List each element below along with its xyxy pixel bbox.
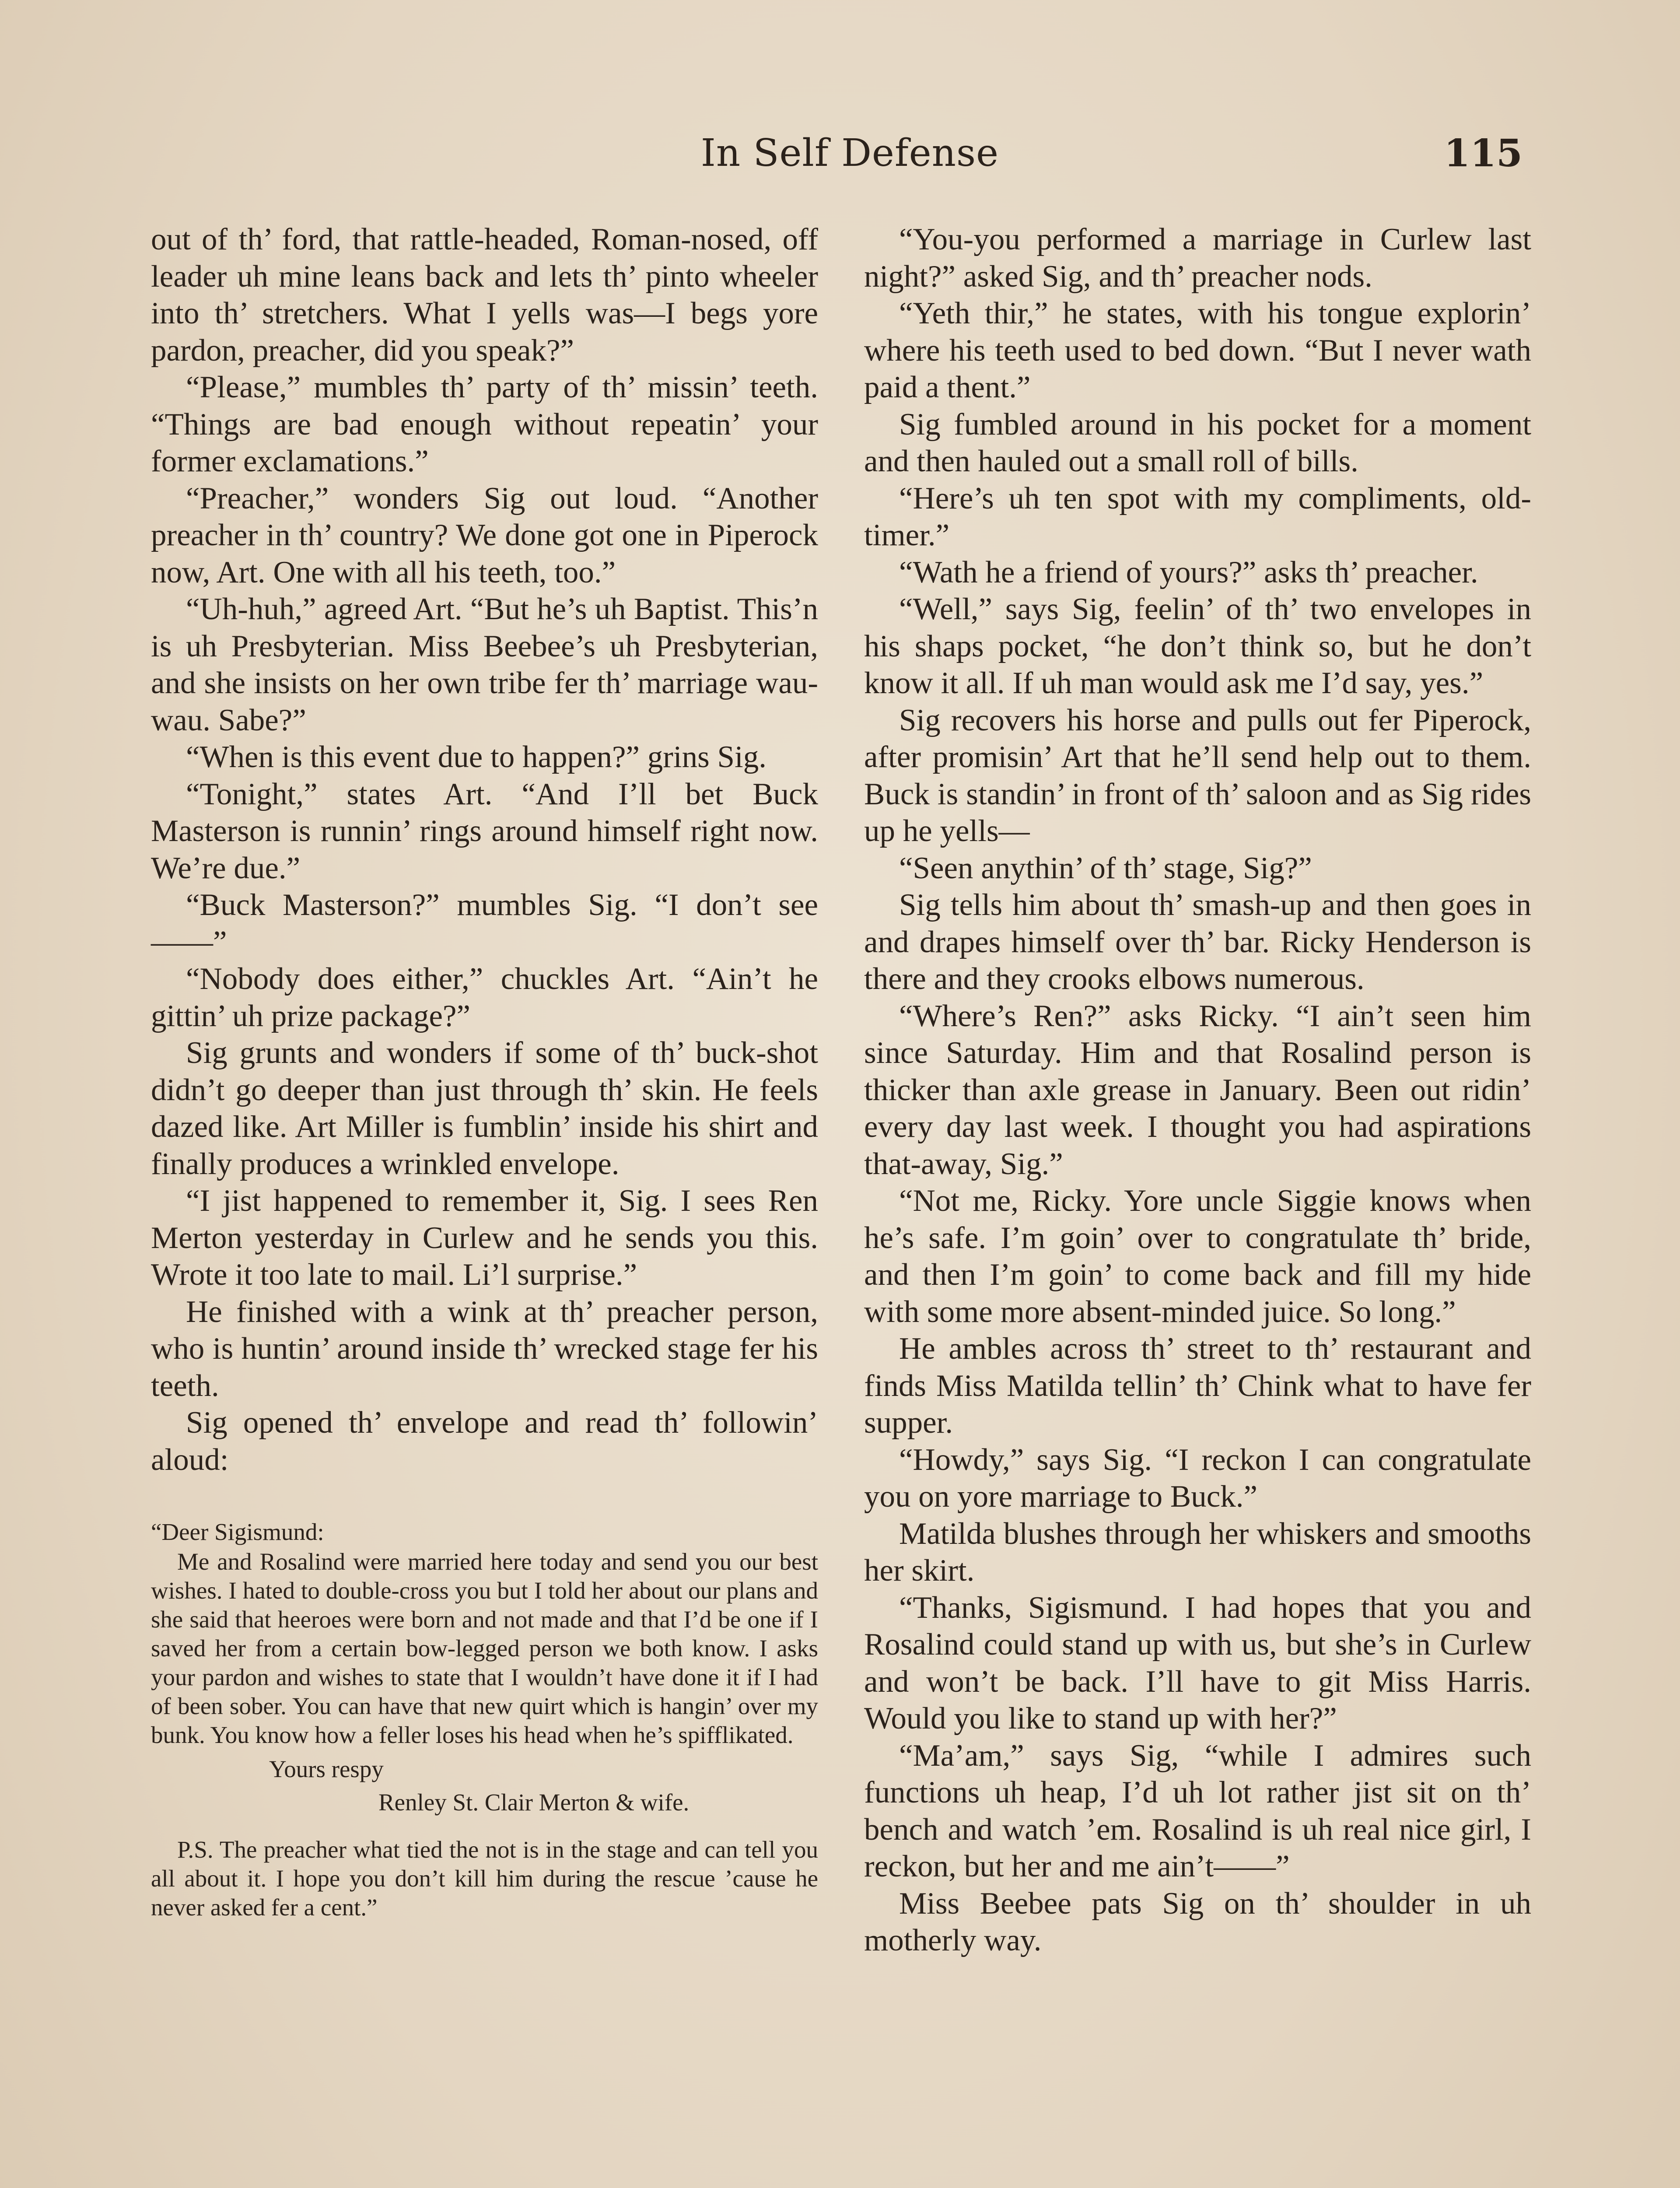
paragraph: “Well,” says Sig, feelin’ of th’ two envelopes in his shaps pocket, “he don’t think so, but he don’t know it all. If uh man would ask me I’d say, yes.”: [864, 592, 1531, 700]
paragraph: “Ma’am,” says Sig, “while I admires such functions uh heap, I’d uh lot rather jist sit on th’ bench and watch ’em. Rosalind is uh real nice girl, I reckon, but her and me ain’t——”: [864, 1738, 1531, 1883]
page-header: [151, 131, 1549, 193]
letter-body: Me and Rosalind were married here today and send you our best wishes. I hated to double-cross you but I told her about our plans and she said that heeroes were born and not made and that I’d be one if I saved her from a certain bow-legged person we both know. I asks your pardon and wishes to state that I wouldn’t have done it if I had of been sober. You can have that new quirt which is hangin’ over my bunk. You know how a feller loses his head when he’s spifflikated.: [151, 1548, 818, 1748]
paragraph: He ambles across th’ street to th’ restaurant and finds Miss Matilda tellin’ th’ Chink what to have fer supper.: [864, 1332, 1531, 1440]
paragraph: “Here’s uh ten spot with my compliments, old-timer.”: [864, 481, 1531, 552]
paragraph: “Thanks, Sigismund. I had hopes that you and Rosalind could stand up with us, but she’s in Curlew and won’t be back. I’ll have to git Miss Harris. Would you like to stand up with her?”: [864, 1590, 1531, 1736]
paragraph: Sig grunts and wonders if some of th’ buck-shot didn’t go deeper than just through th’ skin. He feels dazed like. Art Miller is fumblin’ inside his shirt and finally produces a wrinkled envelope.: [151, 1036, 818, 1181]
paragraph: Sig opened th’ envelope and read th’ followin’ aloud:: [151, 1406, 818, 1477]
paragraph: Sig tells him about th’ smash-up and then goes in and drapes himself over th’ bar. Ricky Henderson is there and they crooks elbows numerous.: [864, 888, 1531, 996]
paragraph: “When is this event due to happen?” grins Sig.: [186, 740, 766, 774]
running-title: In Self Defense: [700, 131, 999, 175]
right-column: [864, 221, 1531, 1959]
paragraph: “Tonight,” states Art. “And I’ll bet Buck Masterson is runnin’ rings around himself right now. We’re due.”: [151, 777, 818, 885]
paragraph: out of th’ ford, that rattle-headed, Roman-nosed, off leader uh mine leans back and lets th’ pinto wheeler into th’ stretchers. What I yells was—I begs yore pardon, preacher, did you speak?”: [151, 222, 818, 368]
letter-postscript: P.S. The preacher what tied the not is in the stage and can tell you all about it. I hope you don’t kill him during the rescue ’cause he never asked fer a cent.”: [151, 1836, 818, 1921]
paragraph: “You-you performed a marriage in Curlew last night?” asked Sig, and th’ preacher nods.: [864, 222, 1531, 294]
paragraph: He finished with a wink at th’ preacher person, who is huntin’ around inside th’ wrecked stage fer his teeth.: [151, 1294, 818, 1403]
paragraph: “Wath he a friend of yours?” asks th’ preacher.: [899, 555, 1478, 589]
letter-block: [151, 1518, 818, 1922]
paragraph: Matilda blushes through her whiskers and smooths her skirt.: [864, 1516, 1531, 1588]
letter-signature: Renley St. Clair Merton & wife.: [378, 1789, 690, 1816]
paragraph: “Howdy,” says Sig. “I reckon I can congratulate you on yore marriage to Buck.”: [864, 1442, 1531, 1514]
paragraph: “Yeth thir,” he states, with his tongue explorin’ where his teeth used to bed down. “But I never wath paid a thent.”: [864, 296, 1531, 404]
paragraph: “Seen anythin’ of th’ stage, Sig?”: [899, 851, 1312, 885]
paragraph: Sig fumbled around in his pocket for a moment and then hauled out a small roll of bills.: [864, 407, 1531, 478]
paragraph: “Nobody does either,” chuckles Art. “Ain’t he gittin’ uh prize package?”: [151, 962, 818, 1033]
page-number: 115: [1444, 131, 1522, 175]
paragraph: “Please,” mumbles th’ party of th’ missin’ teeth. “Things are bad enough without repeatin’ your former exclamations.”: [151, 370, 818, 478]
paragraph: “Where’s Ren?” asks Ricky. “I ain’t seen him since Saturday. Him and that Rosalind person is thicker than axle grease in January. Been out ridin’ every day last week. I thought you had aspirations that-away, Sig.”: [864, 999, 1531, 1181]
letter-salutation: “Deer Sigismund:: [151, 1518, 324, 1545]
paragraph: “I jist happened to remember it, Sig. I sees Ren Merton yesterday in Curlew and he sends you this. Wrote it too late to mail. Li’l surprise.”: [151, 1184, 818, 1292]
paragraph: Miss Beebee pats Sig on th’ shoulder in uh motherly way.: [864, 1886, 1531, 1957]
left-column: [151, 221, 818, 1922]
paragraph: “Uh-huh,” agreed Art. “But he’s uh Baptist. This’n is uh Presbyterian. Miss Beebee’s uh Presbyterian, and she insists on her own tribe fer th’ marriage wau-wau. Sabe?”: [151, 592, 818, 737]
paragraph: “Not me, Ricky. Yore uncle Siggie knows when he’s safe. I’m goin’ over to congratulate th’ bride, and then I’m goin’ to come back and fill my hide with some more absent-minded juice. So long.”: [864, 1184, 1531, 1329]
letter-closing: Yours respy: [269, 1756, 384, 1782]
paragraph: “Buck Masterson?” mumbles Sig. “I don’t see——”: [151, 888, 818, 959]
paragraph: “Preacher,” wonders Sig out loud. “Another preacher in th’ country? We done got one in Piperock now, Art. One with all his teeth, too.”: [151, 481, 818, 589]
paragraph: Sig recovers his horse and pulls out fer Piperock, after promisin’ Art that he’ll send help out to them. Buck is standin’ in front of th’ saloon and as Sig rides up he yells—: [864, 703, 1531, 848]
